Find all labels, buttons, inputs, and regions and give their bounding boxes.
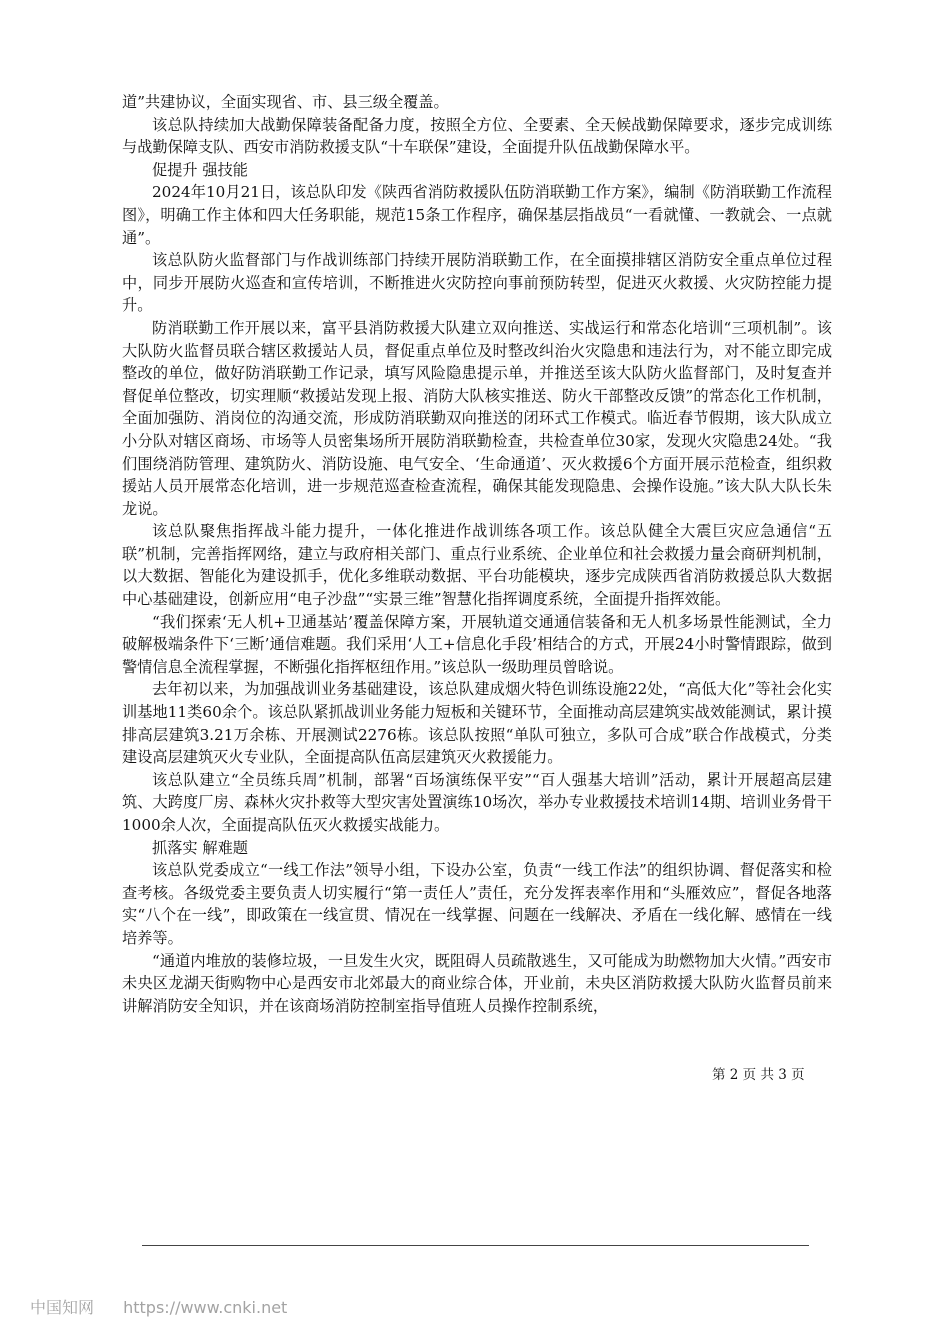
paragraph: “我们探索‘无人机+卫通基站’覆盖保障方案，开展轨道交通通信装备和无人机多场景性能测试，全力破解极端条件下‘三断’通信难题。我们采用‘人工+信息化手段’相结合的方式，开展24小时警情跟踪，做到警情信息全流程掌握，不断强化指挥枢纽作用。”该总队一级助理员曾晗说。: [122, 612, 832, 676]
article-body: [122, 91, 832, 1017]
paragraph: 该总队持续加大战勤保障装备配备力度，按照全方位、全要素、全天候战勤保障要求，逐步完成训练与战勤保障支队、西安市消防救援支队“十车联保”建设，全面提升队伍战勤保障水平。: [122, 115, 832, 157]
paragraph: 该总队建立“全员练兵周”机制，部署“百场演练保平安”“百人强基大培训”活动，累计开展超高层建筑、大跨度厂房、森林火灾扑救等大型灾害处置演练10场次，举办专业救援技术培训14期、培训业务骨干1000余人次，全面提高队伍灭火救援实战能力。: [122, 770, 832, 834]
paragraph: 该总队防火监督部门与作战训练部门持续开展防消联勤工作，在全面摸排辖区消防安全重点单位过程中，同步开展防火巡查和宣传培训，不断推进火灾防控向事前预防转型，促进灭火救援、火灾防控能力提升。: [122, 251, 832, 315]
cnki-url[interactable]: https://www.cnki.net: [123, 1298, 288, 1317]
footer-divider: [142, 1245, 809, 1246]
paragraph: 该总队党委成立“一线工作法”领导小组，下设办公室，负责“一线工作法”的组织协调、督促落实和检查考核。各级党委主要负责人切实履行“第一责任人”责任，充分发挥表率作用和“头雁效应”，督促各地落实“八个在一线”，即政策在一线宣贯、情况在一线掌握、问题在一线解决、矛盾在一线化解、感情在一线培养等。: [122, 861, 832, 947]
cnki-brand: 中国知网: [30, 1298, 95, 1317]
watermark-footer: [30, 1295, 287, 1318]
paragraph: “通道内堆放的装修垃圾，一旦发生火灾，既阻碍人员疏散逃生，又可能成为助燃物加大火情。”西安市未央区龙湖天街购物中心是西安市北郊最大的商业综合体，开业前，未央区消防救援大队防火监督员前来讲解消防安全知识，并在该商场消防控制室指导值班人员操作控制系统，: [122, 951, 832, 1015]
section-heading: 促提升 强技能: [152, 160, 248, 179]
paragraph: 防消联勤工作开展以来，富平县消防救援大队建立双向推送、实战运行和常态化培训“三项机制”。该大队防火监督员联合辖区救援站人员，督促重点单位及时整改纠治火灾隐患和违法行为，对不能立即完成整改的单位，做好防消联勤工作记录，填写风险隐患提示单，并推送至该大队防火监督部门，及时复查并督促单位整改，切实理顺“救援站发现上报、消防大队核实推送、防火干部整改反馈”的常态化工作机制，全面加强防、消岗位的沟通交流，形成防消联勤双向推送的闭环式工作模式。临近春节假期，该大队成立小分队对辖区商场、市场等人员密集场所开展防消联勤检查，共检查单位30家，发现火灾隐患24处。“我们围绕消防管理、建筑防火、消防设施、电气安全、‘生命通道’、灭火救援6个方面开展示范检查，组织救援站人员开展常态化培训，进一步规范巡查检查流程，确保其能发现隐患、会操作设施。”该大队大队长朱龙说。: [122, 318, 832, 518]
page-number: 第 2 页 共 3 页: [712, 1067, 805, 1083]
section-heading: 抓落实 解难题: [152, 838, 248, 857]
paragraph: 该总队聚焦指挥战斗能力提升，一体化推进作战训练各项工作。该总队健全大震巨灾应急通信“五联”机制，完善指挥网络，建立与政府相关部门、重点行业系统、企业单位和社会救援力量会商研判机制，以大数据、智能化为建设抓手，优化多维联动数据、平台功能模块，逐步完成陕西省消防救援总队大数据中心基础建设，创新应用“电子沙盘”“实景三维”智慧化指挥调度系统，全面提升指挥效能。: [122, 522, 832, 609]
paragraph: 去年初以来，为加强战训业务基础建设，该总队建成烟火特色训练设施22处，“高低大化”等社会化实训基地11类60余个。该总队紧抓战训业务能力短板和关键环节，全面推动高层建筑实战效能测试，累计摸排高层建筑3.21万余栋、开展测试2276栋。该总队按照“单队可独立，多队可合成”联合作战模式，分类建设高层建筑灭火专业队，全面提高队伍高层建筑灭火救援能力。: [122, 680, 832, 767]
paragraph-continuation: 道”共建协议，全面实现省、市、县三级全覆盖。: [122, 93, 449, 111]
paragraph: 2024年10月21日，该总队印发《陕西省消防救援队伍防消联勤工作方案》，编制《防消联勤工作流程图》，明确工作主体和四大任务职能，规范15条工作程序，确保基层指战员“一看就懂、一教就会、一点就通”。: [122, 183, 832, 247]
